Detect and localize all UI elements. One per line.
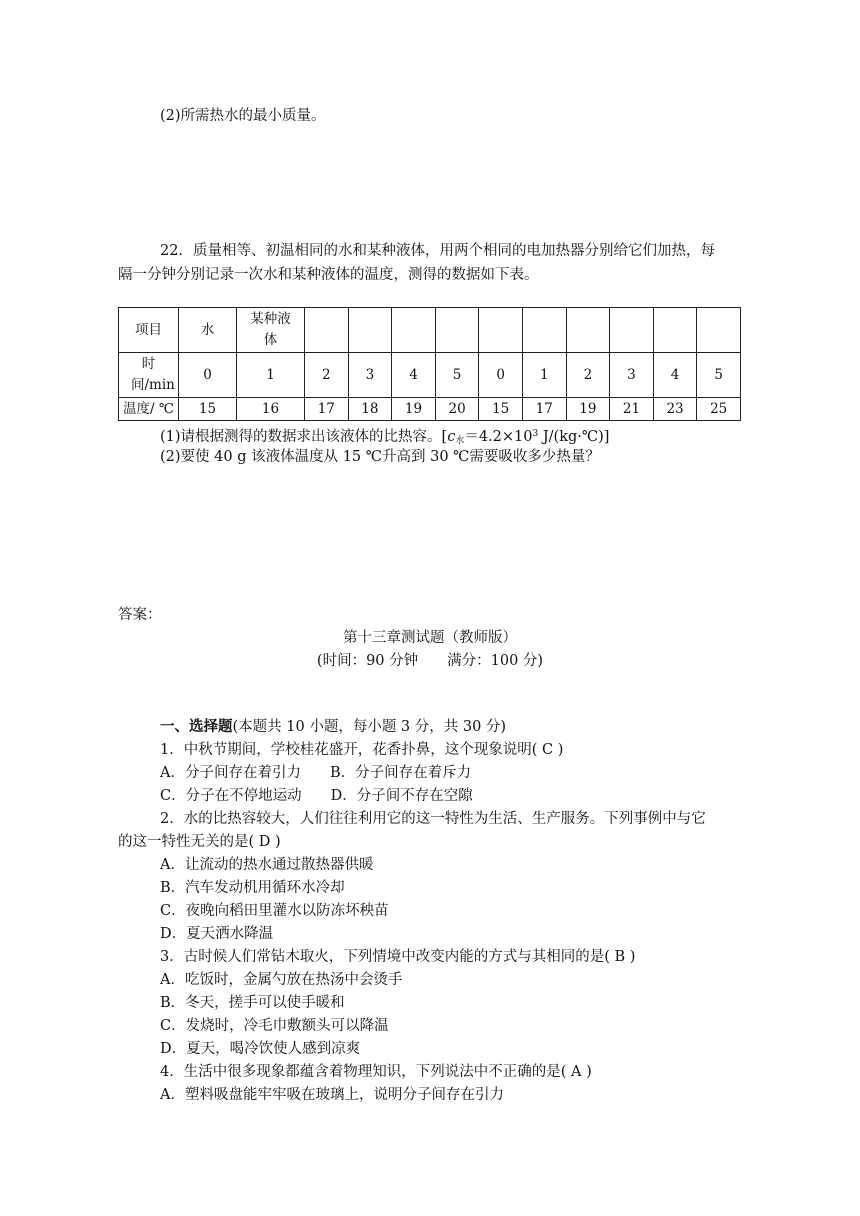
table-cell bbox=[435, 308, 479, 353]
table-cell bbox=[522, 308, 566, 353]
table-cell: 21 bbox=[610, 398, 654, 421]
table-cell: 16 bbox=[237, 398, 305, 421]
table-cell bbox=[697, 308, 741, 353]
table-cell: 0 bbox=[479, 353, 523, 398]
table-cell: 5 bbox=[697, 353, 741, 398]
data-table bbox=[118, 307, 741, 421]
q2-option-a: A．让流动的热水通过散热器供暖 bbox=[160, 857, 374, 873]
table-cell: 25 bbox=[697, 398, 741, 421]
answer-subtitle: (时间：90 分钟 满分：100 分) bbox=[316, 653, 544, 669]
table-cell: 3 bbox=[348, 353, 392, 398]
q1-options-cd: C．分子在不停地运动 D．分子间不存在空隙 bbox=[160, 788, 473, 804]
q2-stem-line2: 的这一特性无关的是( D ) bbox=[118, 834, 281, 850]
q4-stem: 4．生活中很多现象都蕴含着物理知识，下列说法中不正确的是( A ) bbox=[160, 1064, 592, 1080]
answer-title: 第十三章测试题（教师版） bbox=[343, 630, 517, 646]
table-cell: 17 bbox=[522, 398, 566, 421]
table-cell bbox=[305, 308, 349, 353]
table-cell: 1 bbox=[522, 353, 566, 398]
section1-heading bbox=[160, 717, 506, 737]
table-cell: 水 bbox=[179, 308, 237, 353]
q2-stem-line1: 2．水的比热容较大，人们往往利用它的这一特性为生活、生产服务。下列事例中与它 bbox=[160, 811, 706, 827]
table-cell bbox=[610, 308, 654, 353]
table-cell: 15 bbox=[479, 398, 523, 421]
table-cell: 温度/ ℃ bbox=[119, 398, 179, 421]
q22-intro-line2: 隔一分钟分别记录一次水和某种液体的温度，测得的数据如下表。 bbox=[118, 267, 539, 283]
q21-part2: (2)所需热水的最小质量。 bbox=[160, 108, 326, 124]
q2-option-c: C．夜晚向稻田里灌水以防冻坏秧苗 bbox=[160, 903, 389, 919]
table-cell: 1 bbox=[237, 353, 305, 398]
table-cell: 4 bbox=[392, 353, 436, 398]
q22-part1-c: c bbox=[447, 429, 456, 445]
table-row-time bbox=[119, 353, 741, 398]
table-cell bbox=[392, 308, 436, 353]
table-cell: 时间/min bbox=[119, 353, 179, 398]
table-cell bbox=[348, 308, 392, 353]
table-cell: 2 bbox=[305, 353, 349, 398]
q22-part2: (2)要使 40 g 该液体温度从 15 ℃升高到 30 ℃需要吸收多少热量？ bbox=[160, 449, 600, 465]
table-cell bbox=[566, 308, 610, 353]
section1-heading-text: 一、选择题 bbox=[160, 718, 233, 735]
table-cell: 15 bbox=[179, 398, 237, 421]
q3-stem: 3．古时候人们常钻木取火，下列情境中改变内能的方式与其相同的是( B ) bbox=[160, 949, 636, 965]
q1-stem: 1．中秋节期间，学校桂花盛开，花香扑鼻，这个现象说明( C ) bbox=[160, 742, 564, 758]
q1-options-ab: A．分子间存在着引力 B．分子间存在着斥力 bbox=[160, 765, 472, 781]
table-cell: 17 bbox=[305, 398, 349, 421]
table-cell bbox=[653, 308, 697, 353]
q3-option-c: C．发烧时，冷毛巾敷额头可以降温 bbox=[160, 1018, 389, 1034]
table-row-item bbox=[119, 308, 741, 353]
table-cell: 3 bbox=[610, 353, 654, 398]
q2-option-b: B．汽车发动机用循环水冷却 bbox=[160, 880, 345, 896]
q22-part1-sub: 水 bbox=[455, 436, 465, 446]
table-cell: 19 bbox=[392, 398, 436, 421]
table-cell: 18 bbox=[348, 398, 392, 421]
section1-heading-note: (本题共 10 小题，每小题 3 分，共 30 分) bbox=[232, 719, 507, 735]
table-cell: 0 bbox=[179, 353, 237, 398]
table-cell: 19 bbox=[566, 398, 610, 421]
q3-option-a: A．吃饭时，金属勺放在热汤中会烫手 bbox=[160, 972, 403, 988]
table-cell: 项目 bbox=[119, 308, 179, 353]
q2-option-d: D．夏天洒水降温 bbox=[160, 926, 274, 942]
table-row-temperature bbox=[119, 398, 741, 421]
q22-intro-line1: 22．质量相等、初温相同的水和某种液体，用两个相同的电加热器分别给它们加热，每 bbox=[160, 243, 715, 259]
answer-label: 答案： bbox=[118, 607, 162, 623]
q22-part1-sup: 3 bbox=[532, 429, 539, 439]
q3-option-d: D．夏天，喝冷饮使人感到凉爽 bbox=[160, 1041, 361, 1057]
table-cell: 23 bbox=[653, 398, 697, 421]
table-cell: 2 bbox=[566, 353, 610, 398]
q22-part1-post: J/(kg·℃)] bbox=[538, 429, 610, 445]
q4-option-a: A．塑料吸盘能牢牢吸在玻璃上，说明分子间存在引力 bbox=[160, 1087, 504, 1103]
q22-part1-pre: (1)请根据测得的数据求出该液体的比热容。[ bbox=[160, 429, 448, 445]
table-cell: 某种液体 bbox=[237, 308, 305, 353]
table-cell: 4 bbox=[653, 353, 697, 398]
q22-part1-mid: ＝4.2×10 bbox=[464, 429, 533, 445]
table-cell bbox=[479, 308, 523, 353]
q3-option-b: B．冬天，搓手可以使手暖和 bbox=[160, 995, 345, 1011]
table-cell: 5 bbox=[435, 353, 479, 398]
table-cell: 20 bbox=[435, 398, 479, 421]
